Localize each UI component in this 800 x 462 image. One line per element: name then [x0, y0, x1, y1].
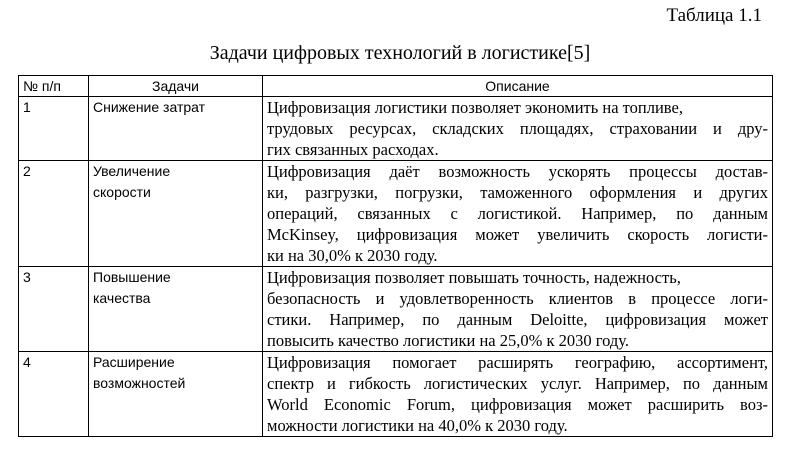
row-num: 1	[19, 97, 89, 161]
description-line: стики. Например, по данным Deloitte, цифровизация может	[267, 310, 768, 329]
description-line: гих связанных расходах.	[267, 140, 439, 159]
row-num: 3	[19, 267, 89, 352]
task-line: скорости	[93, 184, 151, 200]
description-line: спектр и гибкость логистических услуг. Например, по данным	[267, 374, 768, 393]
table-row	[19, 267, 773, 352]
description-line: безопасность и удовлетворенность клиентов в процессе логи-	[267, 289, 768, 308]
task-line: Расширение	[93, 354, 175, 370]
tasks-table	[18, 75, 773, 437]
task-line: Снижение затрат	[93, 99, 206, 115]
table-row	[19, 97, 773, 161]
row-task	[89, 267, 263, 352]
task-line: качества	[93, 290, 151, 306]
description-line: ки на 30,0% к 2030 году.	[267, 246, 438, 265]
row-description	[263, 161, 773, 267]
task-line: Увеличение	[93, 163, 171, 179]
table-row	[19, 352, 773, 437]
description-line: Цифровизация помогает расширять географию, ассортимент,	[267, 353, 768, 372]
description-line: операций, связанных с логистикой. Например, по данным	[267, 204, 768, 223]
description-line: Цифровизация даёт возможность ускорять процессы достав-	[267, 162, 768, 181]
table-row	[19, 161, 773, 267]
row-task	[89, 161, 263, 267]
description-line: Цифровизация позволяет повышать точность, надежность,	[267, 268, 681, 287]
description-line: трудовых ресурсах, складских площадях, страховании и дру-	[267, 119, 768, 138]
header-num: № п/п	[19, 76, 89, 97]
header-description: Описание	[263, 76, 773, 97]
description-line: Цифровизация логистики позволяет экономить на топливе,	[267, 98, 683, 117]
header-row	[19, 76, 773, 97]
task-line: возможностей	[93, 375, 186, 391]
task-line: Повышение	[93, 269, 171, 285]
row-description	[263, 267, 773, 352]
description-line: McKinsey, цифровизация может увеличить скорость логисти-	[267, 225, 768, 244]
row-description	[263, 97, 773, 161]
header-task: Задачи	[89, 76, 263, 97]
description-line: World Economic Forum, цифровизация может расширить воз-	[267, 395, 768, 414]
row-task	[89, 97, 263, 161]
row-num: 4	[19, 352, 89, 437]
description-line: можности логистики на 40,0% к 2030 году.	[267, 416, 568, 435]
description-line: повысить качество логистики на 25,0% к 2030 году.	[267, 331, 629, 350]
table-title: Задачи цифровых технологий в логистике[5]	[209, 42, 591, 64]
row-num: 2	[19, 161, 89, 267]
row-description	[263, 352, 773, 437]
row-task	[89, 352, 263, 437]
table-caption: Таблица 1.1	[666, 5, 762, 26]
description-line: ки, разгрузки, погрузки, таможенного оформления и других	[267, 183, 768, 202]
